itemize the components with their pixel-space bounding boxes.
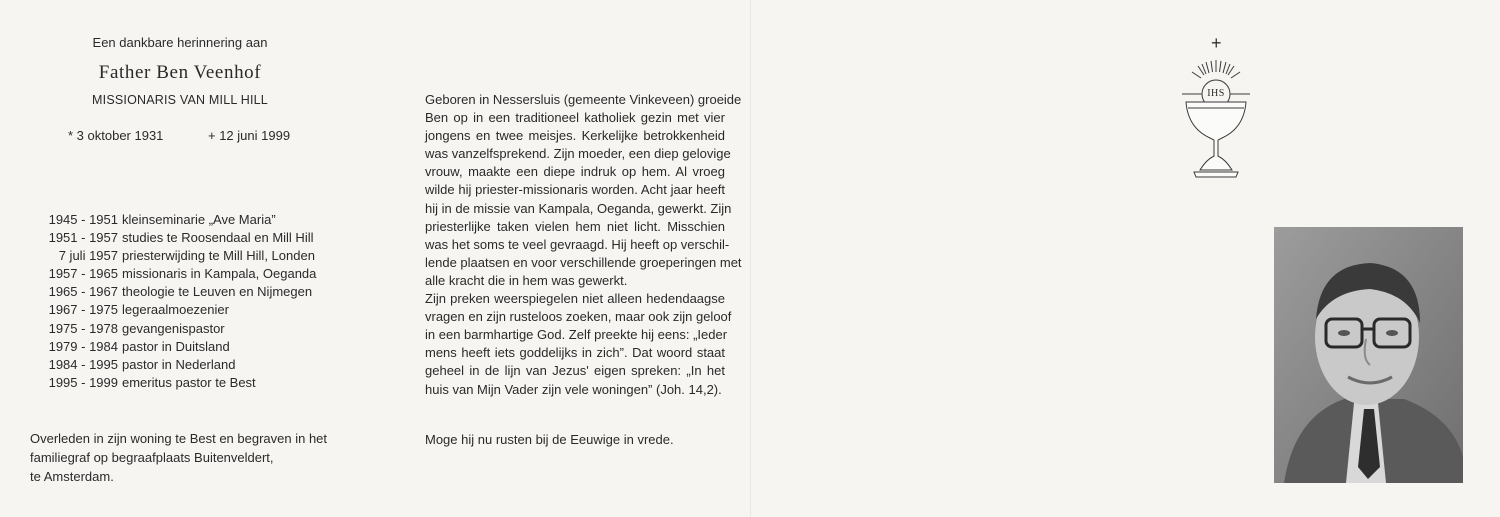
burial-line: Overleden in zijn woning te Best en begraven in het	[30, 431, 328, 446]
timeline-row	[30, 211, 330, 229]
timeline-event: pastor in Duitsland	[122, 338, 230, 354]
timeline-row	[30, 320, 330, 338]
timeline-event: studies te Roosendaal en Mill Hill	[122, 230, 314, 246]
fold-line	[750, 0, 751, 517]
biography-line: Geboren in Nessersluis (gemeente Vinkeveen) groeide	[425, 92, 742, 107]
birth-date: * 3 oktober 1931	[68, 128, 164, 143]
timeline-row	[30, 301, 330, 319]
timeline-event: legeraalmoezenier	[122, 302, 229, 318]
biography-line: jongens en twee meisjes. Kerkelijke betrokkenheid	[425, 128, 725, 144]
timeline-date: 1945 - 1951	[48, 212, 118, 227]
timeline-row	[30, 247, 330, 265]
biography-line: Zijn preken weerspiegelen niet alleen hedendaagse	[425, 291, 725, 307]
biography-line: hij in de missie van Kampala, Oeganda, gewerkt. Zijn	[425, 200, 732, 216]
biography-line: geheel in de lijn van Jezus' eigen spreken: „In het	[425, 363, 725, 379]
biography-line: alle kracht die in hem was gewerkt.	[425, 272, 628, 288]
cross-icon: +	[1211, 33, 1222, 53]
burial-line: familiegraf op begraafplaats Buitenveldert,	[30, 450, 274, 465]
timeline-event: emeritus pastor te Best	[122, 374, 256, 390]
burial-text	[30, 429, 327, 486]
timeline-date: 7 juli 1957	[58, 248, 118, 264]
timeline-row	[30, 283, 330, 301]
timeline-date: 1951 - 1957	[48, 230, 118, 246]
biography-line: priesterlijke taken vielen hem niet licht. Misschien	[425, 218, 725, 234]
portrait-photo	[1274, 227, 1463, 483]
biography-line: was het soms te veel gevraagd. Hij heeft op verschil-	[425, 236, 730, 252]
biography-line: wilde hij priester-missionaris worden. Acht jaar heeft	[425, 182, 725, 198]
biography-line: vragen en zijn rusteloos zoeken, maar ook zijn geloof	[425, 309, 732, 325]
timeline-event: priesterwijding te Mill Hill, Londen	[122, 248, 315, 264]
timeline-date: 1965 - 1967	[48, 284, 118, 300]
timeline-row	[30, 374, 330, 392]
timeline-date: 1967 - 1975	[48, 302, 118, 318]
biography-line: Ben op in een traditioneel katholiek gezin met vier	[425, 110, 725, 126]
ihs-monogram: IHS	[1207, 88, 1225, 99]
timeline-event: theologie te Leuven en Nijmegen	[122, 284, 313, 300]
biography-line: was vanzelfsprekend. Zijn moeder, een diep gelovige	[425, 146, 731, 162]
timeline-date: 1995 - 1999	[48, 374, 118, 390]
timeline-date: 1975 - 1978	[48, 320, 118, 336]
timeline-date: 1957 - 1965	[48, 266, 118, 282]
timeline-date: 1984 - 1995	[48, 356, 118, 372]
timeline-row	[30, 356, 330, 374]
biography-line: vrouw, maakte een diepe indruk op hem. Al vroeg	[425, 164, 725, 180]
timeline-event: pastor in Nederland	[122, 356, 236, 372]
timeline-event: missionaris in Kampala, Oeganda	[122, 266, 317, 282]
timeline-event: kleinseminarie „Ave Maria”	[122, 212, 276, 227]
burial-line: te Amsterdam.	[30, 469, 114, 484]
timeline-row	[30, 229, 330, 247]
biography-line: huis van Mijn Vader zijn vele woningen” (Joh. 14,2).	[425, 381, 722, 397]
biography-line: lende plaatsen en voor verschillende groeperingen met	[425, 254, 742, 270]
biography-line: mens heeft iets goddelijks in zich”. Dat woord staat	[425, 345, 725, 361]
chalice-ihs-icon	[1176, 56, 1256, 182]
timeline-row	[30, 265, 330, 283]
deceased-title: MISSIONARIS VAN MILL HILL	[92, 93, 268, 107]
life-timeline	[30, 211, 330, 392]
intro-text: Een dankbare herinnering aan	[92, 35, 268, 50]
prayer-text: Moge hij nu rusten bij de Eeuwige in vrede.	[425, 432, 674, 447]
biography	[425, 91, 742, 399]
timeline-event: gevangenispastor	[122, 320, 225, 336]
deceased-name: Father Ben Veenhof	[98, 62, 262, 83]
biography-line: in een barmhartige God. Zelf preekte hij eens: „Ieder	[425, 327, 728, 343]
timeline-date: 1979 - 1984	[48, 338, 118, 354]
timeline-row	[30, 338, 330, 356]
death-date: + 12 juni 1999	[208, 128, 291, 143]
